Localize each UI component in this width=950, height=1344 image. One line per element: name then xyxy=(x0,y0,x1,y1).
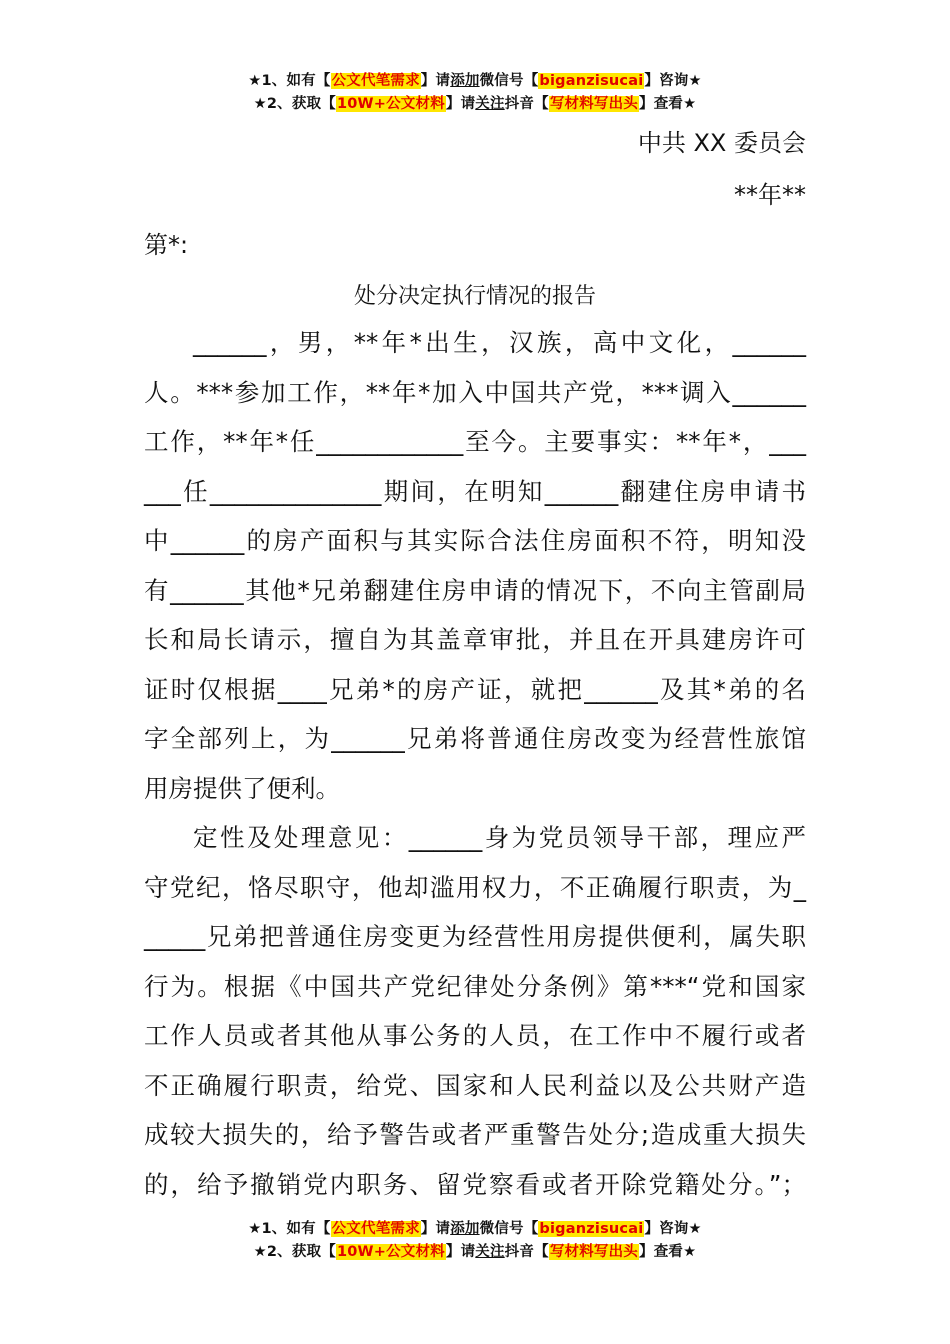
body-line: _____兄弟把普通住房变更为经营性用房提供便利，属失职 xyxy=(144,922,806,951)
highlight-douyin-account: 写材料写出头 xyxy=(549,96,639,112)
body-line: 工作人员或者其他从事公务的人员，在工作中不履行或者 xyxy=(144,1021,806,1050)
body-line: 行为。根据《中国共产党纪律处分条例》第***“党和国家 xyxy=(144,971,806,1001)
promo-banner-top xyxy=(0,70,950,116)
issue-date: **年** xyxy=(734,181,806,209)
body-line: 人。***参加工作，**年*加入中国共产党，***调入______ xyxy=(144,377,806,407)
highlight-douyin-account: 写材料写出头 xyxy=(549,1244,639,1260)
promo-line-2: ★2、获取【10W+公文材料】请关注抖音【写材料写出头】查看★ xyxy=(253,96,697,112)
report-body xyxy=(144,325,806,1216)
body-line: ___任______________期间，在明知______翻建住房申请书 xyxy=(144,476,806,506)
body-line: 长和局长请示，擅自为其盖章审批，并且在开具建房许可 xyxy=(144,625,806,654)
highlight-service: 公文代笔需求 xyxy=(331,1221,420,1237)
body-line: 证时仅根据____兄弟*的房产证，就把______及其*弟的名 xyxy=(144,674,806,704)
highlight-materials: 10W+公文材料 xyxy=(336,1244,445,1260)
issuing-org: 中共 XX 委员会 xyxy=(637,129,806,157)
body-line: 有______其他*兄弟翻建住房申请的情况下，不向主管副局 xyxy=(144,575,806,605)
page-title: 处分决定执行情况的报告 xyxy=(353,284,596,309)
promo-banner-bottom xyxy=(0,1218,950,1264)
highlight-wechat-id: biganzisucai xyxy=(539,73,644,89)
body-line: 的，给予撤销党内职务、留党察看或者开除党籍处分。”； xyxy=(144,1169,806,1199)
highlight-service: 公文代笔需求 xyxy=(331,73,420,89)
promo-line-2: ★2、获取【10W+公文材料】请关注抖音【写材料写出头】查看★ xyxy=(253,1244,697,1260)
body-line: 工作，**年*任____________至今。主要事实：**年*，___ xyxy=(144,427,806,456)
promo-line-1: ★1、如有【公文代笔需求】请添加微信号【biganzisucai】咨询★ xyxy=(248,1221,702,1237)
body-line: 不正确履行职责，给党、国家和人民利益以及公共财产造 xyxy=(144,1070,806,1100)
body-line: 中______的房产面积与其实际合法住房面积不符，明知没 xyxy=(144,526,806,555)
highlight-wechat-id: biganzisucai xyxy=(539,1221,644,1237)
body-line: ______，男，**年*出生，汉族，高中文化，______ xyxy=(193,328,806,357)
body-line: 定性及处理意见：______身为党员领导干部，理应严 xyxy=(193,823,806,852)
body-line: 用房提供了便利。 xyxy=(144,773,340,803)
body-line: 守党纪，恪尽职守，他却滥用权力，不正确履行职责，为_ xyxy=(144,872,806,902)
promo-line-1: ★1、如有【公文代笔需求】请添加微信号【biganzisucai】咨询★ xyxy=(248,73,702,89)
highlight-materials: 10W+公文材料 xyxy=(336,96,445,112)
body-line: 字全部列上，为______兄弟将普通住房改变为经营性旅馆 xyxy=(144,724,806,753)
body-line: 成较大损失的，给予警告或者严重警告处分;造成重大损失 xyxy=(144,1120,806,1149)
document-number: 第*: xyxy=(144,231,189,259)
